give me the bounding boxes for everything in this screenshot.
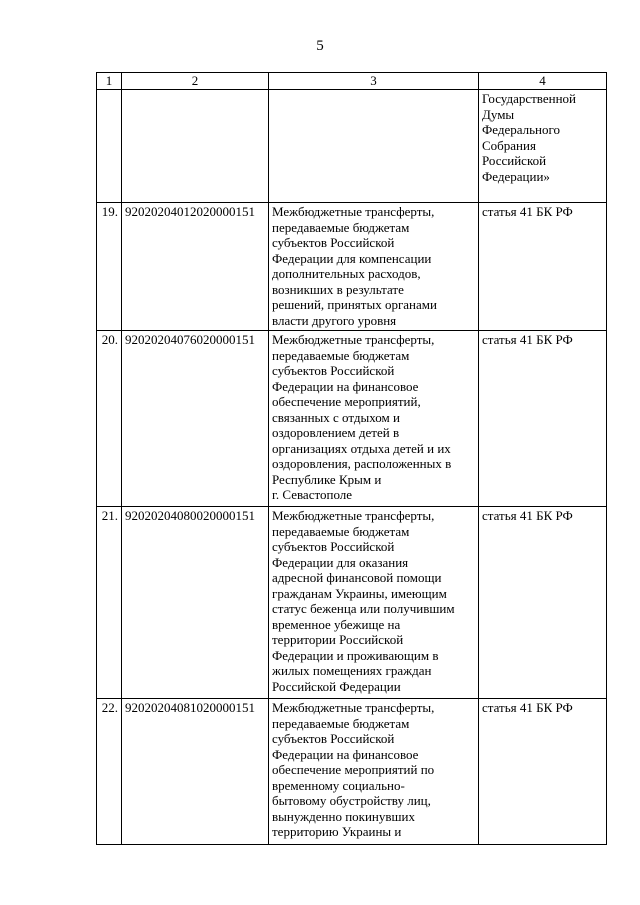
budget-code: 92020204076020000151 xyxy=(122,331,269,507)
continuation-basis-cell xyxy=(479,90,607,203)
row-number: 21. xyxy=(97,507,122,699)
basis-line: Федерации» xyxy=(482,168,550,184)
header-cell-3: 3 xyxy=(269,73,479,90)
description-line: субъектов Российской xyxy=(272,731,395,746)
budget-code: 92020204081020000151 xyxy=(122,699,269,845)
description-line: Межбюджетные трансферты, xyxy=(272,508,435,523)
description-line: субъектов Российской xyxy=(272,539,395,554)
description-line: Республике Крым и xyxy=(272,471,382,487)
description-line: территорию Украины и xyxy=(272,824,402,839)
description-line: территории Российской xyxy=(272,632,404,647)
description-line: передаваемые бюджетам xyxy=(272,347,410,363)
legal-basis: статья 41 БК РФ xyxy=(479,203,607,331)
row-number: 20. xyxy=(97,331,122,507)
budget-classification-table xyxy=(96,72,607,845)
table-row xyxy=(97,699,607,845)
description-line: связанных с отдыхом и xyxy=(272,409,400,425)
description-line: гражданам Украины, имеющим xyxy=(272,585,447,601)
description-line: Федерации на финансовое xyxy=(272,746,419,762)
description-line: субъектов Российской xyxy=(272,363,395,378)
description-line: обеспечение мероприятий, xyxy=(272,394,421,409)
description-line: оздоровлением детей в xyxy=(272,425,400,440)
row-number: 22. xyxy=(97,699,122,845)
row-description xyxy=(269,203,479,331)
description-line: Межбюджетные трансферты, xyxy=(272,204,435,219)
description-line: возникших в результате xyxy=(272,281,404,297)
row-description xyxy=(269,507,479,699)
description-line: Российской Федерации xyxy=(272,678,401,694)
description-line: временному социально- xyxy=(272,777,405,793)
description-line: обеспечение мероприятий по xyxy=(272,762,435,777)
basis-line: Думы xyxy=(482,106,515,122)
description-line: временное убежище на xyxy=(272,616,401,632)
table-row xyxy=(97,203,607,331)
description-line: адресной финансовой помощи xyxy=(272,570,442,585)
row-description xyxy=(269,699,479,845)
description-line: Федерации и проживающим в xyxy=(272,647,439,663)
continuation-desc-cell xyxy=(269,90,479,203)
description-line: передаваемые бюджетам xyxy=(272,715,410,731)
page-number: 5 xyxy=(316,38,324,54)
description-line: Межбюджетные трансферты, xyxy=(272,700,435,715)
description-line: передаваемые бюджетам xyxy=(272,523,410,539)
header-cell-4: 4 xyxy=(479,73,607,90)
continuation-num-cell xyxy=(97,90,122,203)
description-line: статус беженца или получившим xyxy=(272,601,455,616)
legal-basis: статья 41 БК РФ xyxy=(479,331,607,507)
description-line: власти другого уровня xyxy=(272,312,397,328)
header-cell-2: 2 xyxy=(122,73,269,90)
description-line: решений, принятых органами xyxy=(272,297,437,312)
basis-line: Государственной xyxy=(482,91,577,106)
description-line: дополнительных расходов, xyxy=(272,266,421,281)
continuation-row xyxy=(97,90,607,203)
basis-line: Федерального xyxy=(482,122,561,137)
legal-basis: статья 41 БК РФ xyxy=(479,507,607,699)
table-header-row xyxy=(97,73,607,90)
description-line: Межбюджетные трансферты, xyxy=(272,332,435,347)
basis-line: Российской xyxy=(482,153,547,168)
budget-code: 92020204080020000151 xyxy=(122,507,269,699)
description-line: передаваемые бюджетам xyxy=(272,219,410,235)
row-number: 19. xyxy=(97,203,122,331)
description-line: субъектов Российской xyxy=(272,235,395,250)
table-row xyxy=(97,507,607,699)
budget-code: 92020204012020000151 xyxy=(122,203,269,331)
description-line: вынужденно покинувших xyxy=(272,808,415,824)
row-description xyxy=(269,331,479,507)
header-cell-1: 1 xyxy=(97,73,122,90)
description-line: Федерации для компенсации xyxy=(272,250,432,266)
description-line: организациях отдыха детей и их xyxy=(272,440,451,456)
description-line: бытовому обустройству лиц, xyxy=(272,793,431,808)
description-line: Федерации для оказания xyxy=(272,554,409,570)
continuation-code-cell xyxy=(122,90,269,203)
description-line: жилых помещениях граждан xyxy=(272,663,432,678)
legal-basis: статья 41 БК РФ xyxy=(479,699,607,845)
table-row xyxy=(97,331,607,507)
description-line: Федерации на финансовое xyxy=(272,378,419,394)
basis-line: Собрания xyxy=(482,137,536,153)
description-line: оздоровления, расположенных в xyxy=(272,456,452,471)
description-line: г. Севастополе xyxy=(272,487,353,502)
